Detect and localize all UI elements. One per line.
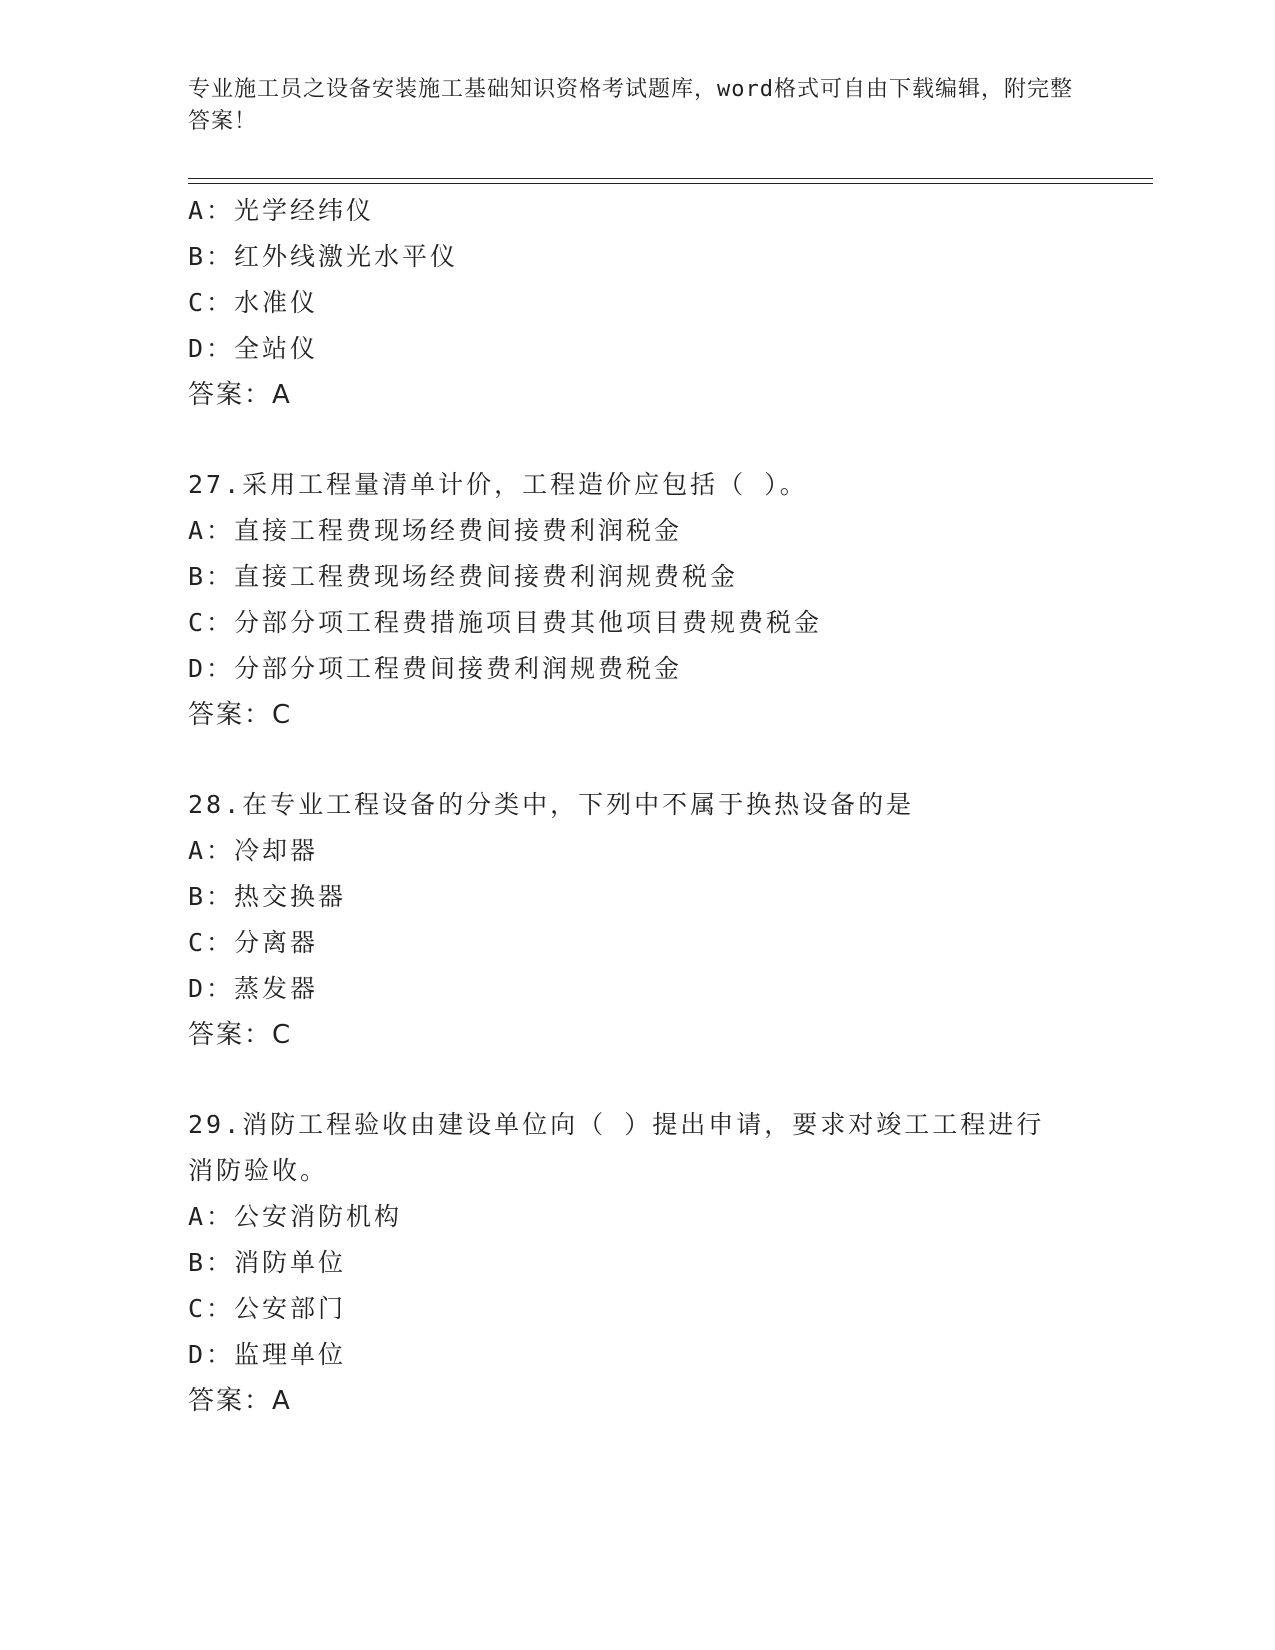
document-header: 专业施工员之设备安装施工基础知识资格考试题库，word格式可自由下载编辑，附完整答案！ [188,77,1073,134]
answer-line: 答案：C [188,700,293,730]
option-b: B：消防单位 [188,1248,347,1277]
option-c: C：水准仪 [188,288,319,317]
block-spacer [188,418,1088,462]
option-a: A：光学经纬仪 [188,196,375,225]
option-c: C：分离器 [188,928,319,957]
option-a: A：冷却器 [188,836,319,865]
answer-line: 答案：C [188,1020,293,1050]
question-block [188,188,1088,418]
option-d: D：监理单位 [188,1340,347,1369]
option-b: B：热交换器 [188,882,347,911]
question-text: 29.消防工程验收由建设单位向（ ）提出申请，要求对竣工工程进行消防验收。 [188,1110,1045,1185]
question-list [188,188,1088,1424]
question-text: 28.在专业工程设备的分类中，下列中不属于换热设备的是 [188,790,915,819]
option-c: C：分部分项工程费措施项目费其他项目费规费税金 [188,608,823,637]
option-a: A：公安消防机构 [188,1202,403,1231]
header-divider-bottom [188,183,1153,184]
option-d: D：分部分项工程费间接费利润规费税金 [188,654,683,683]
option-d: D：蒸发器 [188,974,319,1003]
option-b: B：红外线激光水平仪 [188,242,459,271]
block-spacer [188,738,1088,782]
block-spacer [188,1058,1088,1102]
question-block [188,1102,1088,1424]
answer-line: 答案：A [188,1386,292,1416]
option-b: B：直接工程费现场经费间接费利润规费税金 [188,562,739,591]
option-a: A：直接工程费现场经费间接费利润税金 [188,516,683,545]
option-c: C：公安部门 [188,1294,347,1323]
question-text: 27.采用工程量清单计价，工程造价应包括（ ）。 [188,470,808,499]
option-d: D：全站仪 [188,334,319,363]
question-block [188,782,1088,1058]
answer-line: 答案：A [188,380,292,410]
question-block [188,462,1088,738]
header-divider-top [188,178,1153,179]
